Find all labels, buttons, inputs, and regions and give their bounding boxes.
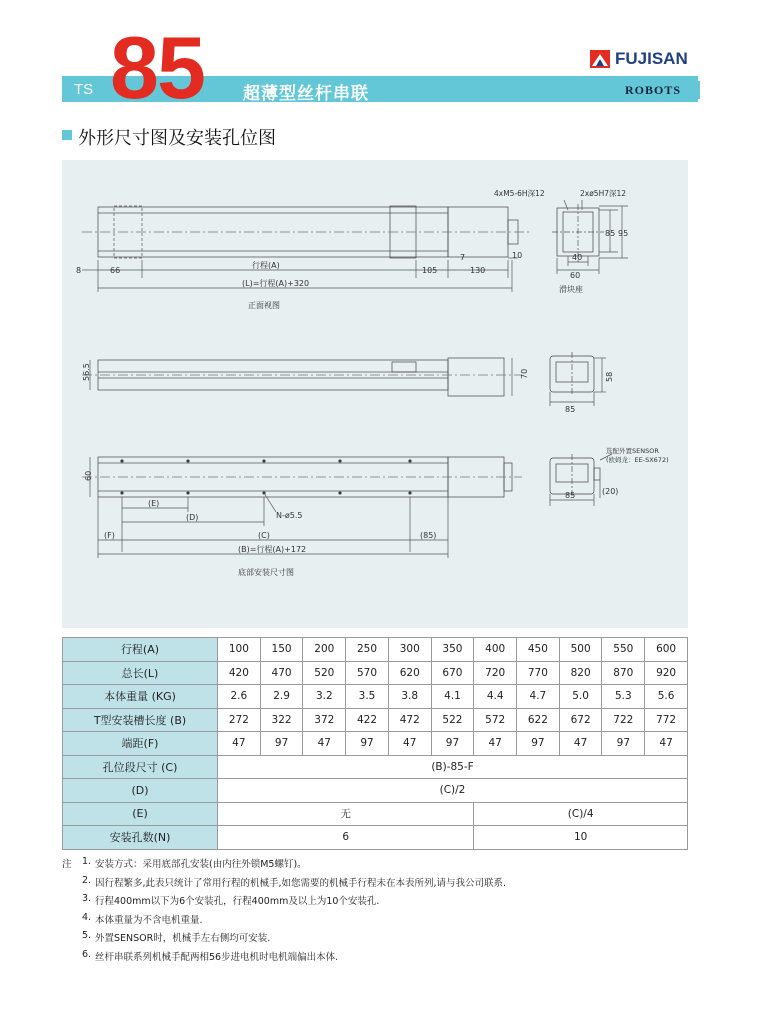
table-row	[63, 802, 688, 826]
row-label: (E)	[63, 802, 218, 826]
brand-name: FUJISAN	[615, 49, 688, 68]
slider-pin-label: 2xø5H7深12	[580, 189, 627, 198]
note-item	[62, 912, 702, 931]
table-cell: 350	[431, 638, 474, 662]
sensor-label: 选配外置SENSOR	[606, 447, 659, 455]
table-cell: 3.5	[346, 685, 389, 709]
table-cell: 200	[303, 638, 346, 662]
front-view-caption: 正面视图	[248, 301, 280, 310]
dim-c: (C)	[258, 531, 270, 540]
table-cell: 97	[517, 732, 560, 756]
dim-first-gap: 66	[110, 266, 121, 275]
dim-slider-85: 85	[605, 229, 616, 238]
table-cell: 450	[517, 638, 560, 662]
dimension-drawing	[62, 160, 688, 628]
dim-left-offset: 8	[76, 266, 82, 275]
table-cell: 100	[218, 638, 261, 662]
side-view	[82, 358, 529, 396]
dim-d: (D)	[186, 513, 199, 522]
table-cell: 870	[602, 661, 645, 685]
note-text: 外置SENSOR时，机械手左右侧均可安装.	[95, 933, 271, 944]
brand-robots: ROBOTS	[624, 83, 681, 97]
dim-slider-60: 60	[570, 271, 581, 280]
table-cell: 97	[346, 732, 389, 756]
slider-view	[494, 189, 628, 294]
model-number: 85	[110, 18, 204, 117]
formula-cell: (C)/2	[218, 779, 688, 803]
note-number: 2.	[82, 874, 92, 886]
table-cell: 5.0	[559, 685, 602, 709]
table-row	[63, 661, 688, 685]
note-number: 5.	[82, 930, 92, 941]
table-cell: 470	[260, 661, 303, 685]
note-text: 本体重量为不含电机重量.	[95, 914, 203, 926]
table-cell: 47	[303, 732, 346, 756]
table-cell: 3.2	[303, 685, 346, 709]
row-label: 端距(F)	[63, 732, 218, 756]
row-label: 本体重量 (KG)	[63, 685, 218, 709]
slider-view-caption: 滑块座	[559, 285, 583, 294]
note-item	[62, 930, 702, 949]
table-cell: 47	[474, 732, 517, 756]
table-cell: 620	[388, 661, 431, 685]
table-cell: 4.1	[431, 685, 474, 709]
dim-hole-count: N-ø5.5	[276, 511, 303, 520]
table-cell: 520	[303, 661, 346, 685]
note-item	[62, 949, 702, 968]
sensor-model-label: (欧姆龙：EE-SX672)	[606, 456, 669, 464]
dim-slider-95: 95	[618, 229, 629, 238]
table-cell: 300	[388, 638, 431, 662]
table-cell: 47	[645, 732, 688, 756]
section-marker	[62, 130, 72, 140]
section-title: 外形尺寸图及安装孔位图	[78, 128, 276, 149]
spec-table	[62, 637, 688, 850]
table-cell: 670	[431, 661, 474, 685]
notes-lead: 注	[62, 859, 72, 870]
table-cell: 472	[388, 708, 431, 732]
series-prefix: TS	[74, 81, 94, 98]
table-cell: 672	[559, 708, 602, 732]
dim-f: (F)	[104, 531, 115, 540]
note-text: 因行程繁多,此表只统计了常用行程的机械手,如您需要的机械手行程未在本表所列,请与我公司联系.	[95, 877, 507, 889]
table-cell: 47	[218, 732, 261, 756]
table-cell: 2.9	[260, 685, 303, 709]
dim-sensor-85: 85	[565, 491, 576, 500]
note-number: 1.	[82, 856, 92, 867]
table-cell: 5.6	[645, 685, 688, 709]
front-view	[76, 206, 532, 310]
dim-total: (L)=行程(A)+320	[242, 279, 310, 288]
table-cell: 920	[645, 661, 688, 685]
table-cell: 372	[303, 708, 346, 732]
dim-slider-40: 40	[572, 253, 583, 262]
dim-10: 10	[512, 251, 523, 260]
bottom-view-caption: 底部安装尺寸图	[238, 568, 294, 577]
split-cell-left: 6	[218, 826, 474, 850]
note-number: 3.	[82, 893, 92, 904]
bottom-view	[82, 457, 522, 577]
table-cell: 250	[346, 638, 389, 662]
table-cell: 500	[559, 638, 602, 662]
table-cell: 600	[645, 638, 688, 662]
dim-130: 130	[470, 266, 486, 275]
note-item	[62, 893, 702, 912]
dim-85-ref: (85)	[420, 531, 437, 540]
note-text: 丝杆串联系列机械手配两相56步进电机时电机端偏出本体.	[95, 951, 339, 963]
dim-bottom-60: 60	[84, 470, 93, 481]
split-cell-right: 10	[474, 826, 688, 850]
split-cell-right: (C)/4	[474, 802, 688, 826]
table-cell: 4.4	[474, 685, 517, 709]
dim-b: (B)=行程(A)+172	[238, 545, 307, 554]
dim-end-85: 85	[565, 405, 576, 414]
row-label: T型安装槽长度 (B)	[63, 708, 218, 732]
sensor-view	[550, 446, 669, 506]
table-cell: 522	[431, 708, 474, 732]
formula-cell: (B)-85-F	[218, 755, 688, 779]
table-cell: 2.6	[218, 685, 261, 709]
table-cell: 422	[346, 708, 389, 732]
table-cell: 720	[474, 661, 517, 685]
table-row	[63, 708, 688, 732]
table-cell: 4.7	[517, 685, 560, 709]
table-cell: 570	[346, 661, 389, 685]
dim-side-56-5: 56.5	[82, 363, 91, 381]
table-cell: 770	[517, 661, 560, 685]
table-cell: 322	[260, 708, 303, 732]
row-label: (D)	[63, 779, 218, 803]
note-number: 4.	[82, 911, 92, 923]
table-cell: 150	[260, 638, 303, 662]
row-label: 安装孔数(N)	[63, 826, 218, 850]
table-cell: 820	[559, 661, 602, 685]
table-cell: 550	[602, 638, 645, 662]
note-number: 6.	[82, 948, 92, 960]
table-cell: 3.8	[388, 685, 431, 709]
table-cell: 5.3	[602, 685, 645, 709]
dim-stroke: 行程(A)	[252, 261, 280, 270]
table-cell: 97	[260, 732, 303, 756]
dim-end-58: 58	[605, 371, 614, 382]
table-row	[63, 685, 688, 709]
table-row	[63, 638, 688, 662]
note-text: 安装方式：采用底部孔安装(由内往外锁M5螺钉)。	[95, 859, 307, 870]
table-cell: 47	[559, 732, 602, 756]
table-cell: 420	[218, 661, 261, 685]
table-cell: 97	[602, 732, 645, 756]
table-row	[63, 732, 688, 756]
slider-tap-label: 4xM5-6H深12	[494, 189, 545, 198]
table-cell: 97	[431, 732, 474, 756]
dim-sensor-20: (20)	[602, 487, 619, 496]
dim-e: (E)	[148, 499, 160, 508]
note-text: 行程400mm以下为6个安装孔，行程400mm及以上为10个安装孔.	[95, 896, 380, 907]
split-cell-left: 无	[218, 802, 474, 826]
end-view	[550, 352, 614, 414]
table-cell: 772	[645, 708, 688, 732]
dim-side-70: 70	[520, 368, 529, 379]
table-cell: 47	[388, 732, 431, 756]
table-cell: 622	[517, 708, 560, 732]
note-item	[62, 875, 702, 894]
row-label: 总长(L)	[63, 661, 218, 685]
note-item	[62, 856, 702, 875]
table-row	[63, 779, 688, 803]
table-cell: 272	[218, 708, 261, 732]
notes	[62, 856, 702, 967]
table-row	[63, 755, 688, 779]
table-cell: 572	[474, 708, 517, 732]
table-cell: 722	[602, 708, 645, 732]
row-label: 孔位段尺寸 (C)	[63, 755, 218, 779]
product-subtitle: 超薄型丝杆串联	[243, 84, 369, 104]
dim-105: 105	[422, 266, 438, 275]
table-cell: 400	[474, 638, 517, 662]
row-label: 行程(A)	[63, 638, 218, 662]
table-row	[63, 826, 688, 850]
dim-7: 7	[460, 253, 466, 262]
